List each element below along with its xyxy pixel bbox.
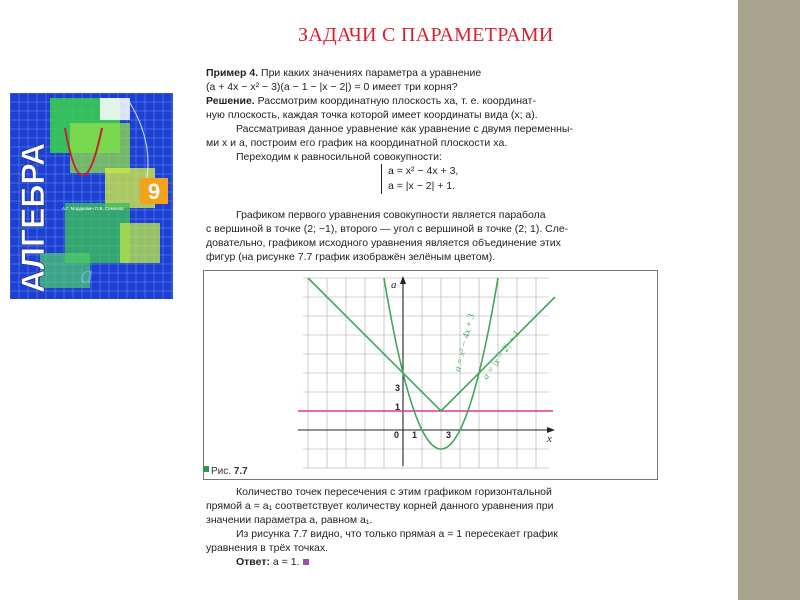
explanation-line1: Графиком первого уравнения совокупности является парабола — [236, 209, 546, 221]
system-eq1: a = x² − 4x + 3, — [388, 165, 459, 177]
book-cover-image — [10, 93, 173, 299]
answer-label: Ответ: — [236, 556, 270, 568]
conclusion-line4: Из рисунка 7.7 видно, что только прямая a = 1 пересекает график — [236, 528, 558, 540]
conclusion-line2: прямой a = a₁ соответствует количеству корней данного уравнения при — [206, 500, 554, 512]
explanation-line3: довательно, графиком исходного уравнения является объединение этих — [206, 237, 561, 249]
book-title: АЛГЕБРА — [15, 142, 51, 293]
solution-line4: ми x и a, построим его график на координатной плоскости xa. — [206, 137, 508, 149]
slide-title: ЗАДАЧИ С ПАРАМЕТРАМИ — [298, 24, 554, 46]
tick-label-a3: 3 — [395, 383, 401, 393]
answer-value: a = 1. — [269, 556, 300, 568]
svg-text:a: a — [80, 260, 93, 289]
figure-label-number: 7.7 — [233, 466, 248, 477]
problem-label: Пример 4. — [206, 67, 259, 79]
solution-line2: ную плоскость, каждая точка которой имеет координаты вида (x; a). — [206, 109, 538, 121]
tick-label-x1: 1 — [412, 430, 418, 440]
solution-line3: Рассматривая данное уравнение как уравнение с двумя переменны- — [236, 123, 573, 135]
a-axis-label: a — [391, 279, 397, 291]
problem-line1: При каких значениях параметра a уравнение — [258, 67, 482, 79]
decorative-side-bar — [738, 0, 800, 600]
conclusion-line1: Количество точек пересечения с этим графиком горизонтальной — [236, 486, 552, 498]
solution-label: Решение. — [206, 95, 255, 107]
origin-label: 0 — [394, 430, 400, 440]
function-graph — [203, 270, 658, 480]
problem-block — [206, 66, 658, 164]
explanation-line4: фигур (на рисунке 7.7 график изображён зелёным цветом). — [206, 251, 496, 263]
problem-line2: (a + 4x − x² − 3)(a − 1 − |x − 2|) = 0 имеет три корня? — [206, 81, 458, 93]
conclusion-block — [206, 485, 658, 569]
caption-marker-icon — [203, 466, 209, 472]
figure-label-prefix: Рис. — [211, 466, 232, 477]
x-axis-label: x — [547, 433, 552, 445]
explanation-block — [206, 208, 658, 264]
explanation-line2: с вершиной в точке (2; −1), второго — угол с вершиной в точке (2; 1). Сле- — [206, 223, 569, 235]
conclusion-line5: уравнения в трёх точках. — [206, 542, 329, 554]
tick-label-x3: 3 — [446, 430, 452, 440]
solution-line5: Переходим к равносильной совокупности: — [236, 151, 442, 163]
book-authors: А.Г. Мордкович П.В. Семенов — [62, 206, 124, 211]
tick-label-a1: 1 — [395, 402, 401, 412]
book-grade: 9 — [147, 179, 161, 204]
end-marker-icon — [303, 559, 309, 565]
abs-label: a = |x − 2| + 1 — [481, 329, 523, 382]
conclusion-line3: значении параметра a, равном a₁. — [206, 514, 373, 526]
system-eq2: a = |x − 2| + 1. — [388, 180, 456, 192]
equation-system — [381, 164, 458, 194]
solution-line1: Рассмотрим координатную плоскость xa, т. е. координат- — [254, 95, 536, 107]
figure-caption — [203, 466, 248, 477]
parabola-label: a = x² − 4x + 3 — [453, 313, 478, 373]
